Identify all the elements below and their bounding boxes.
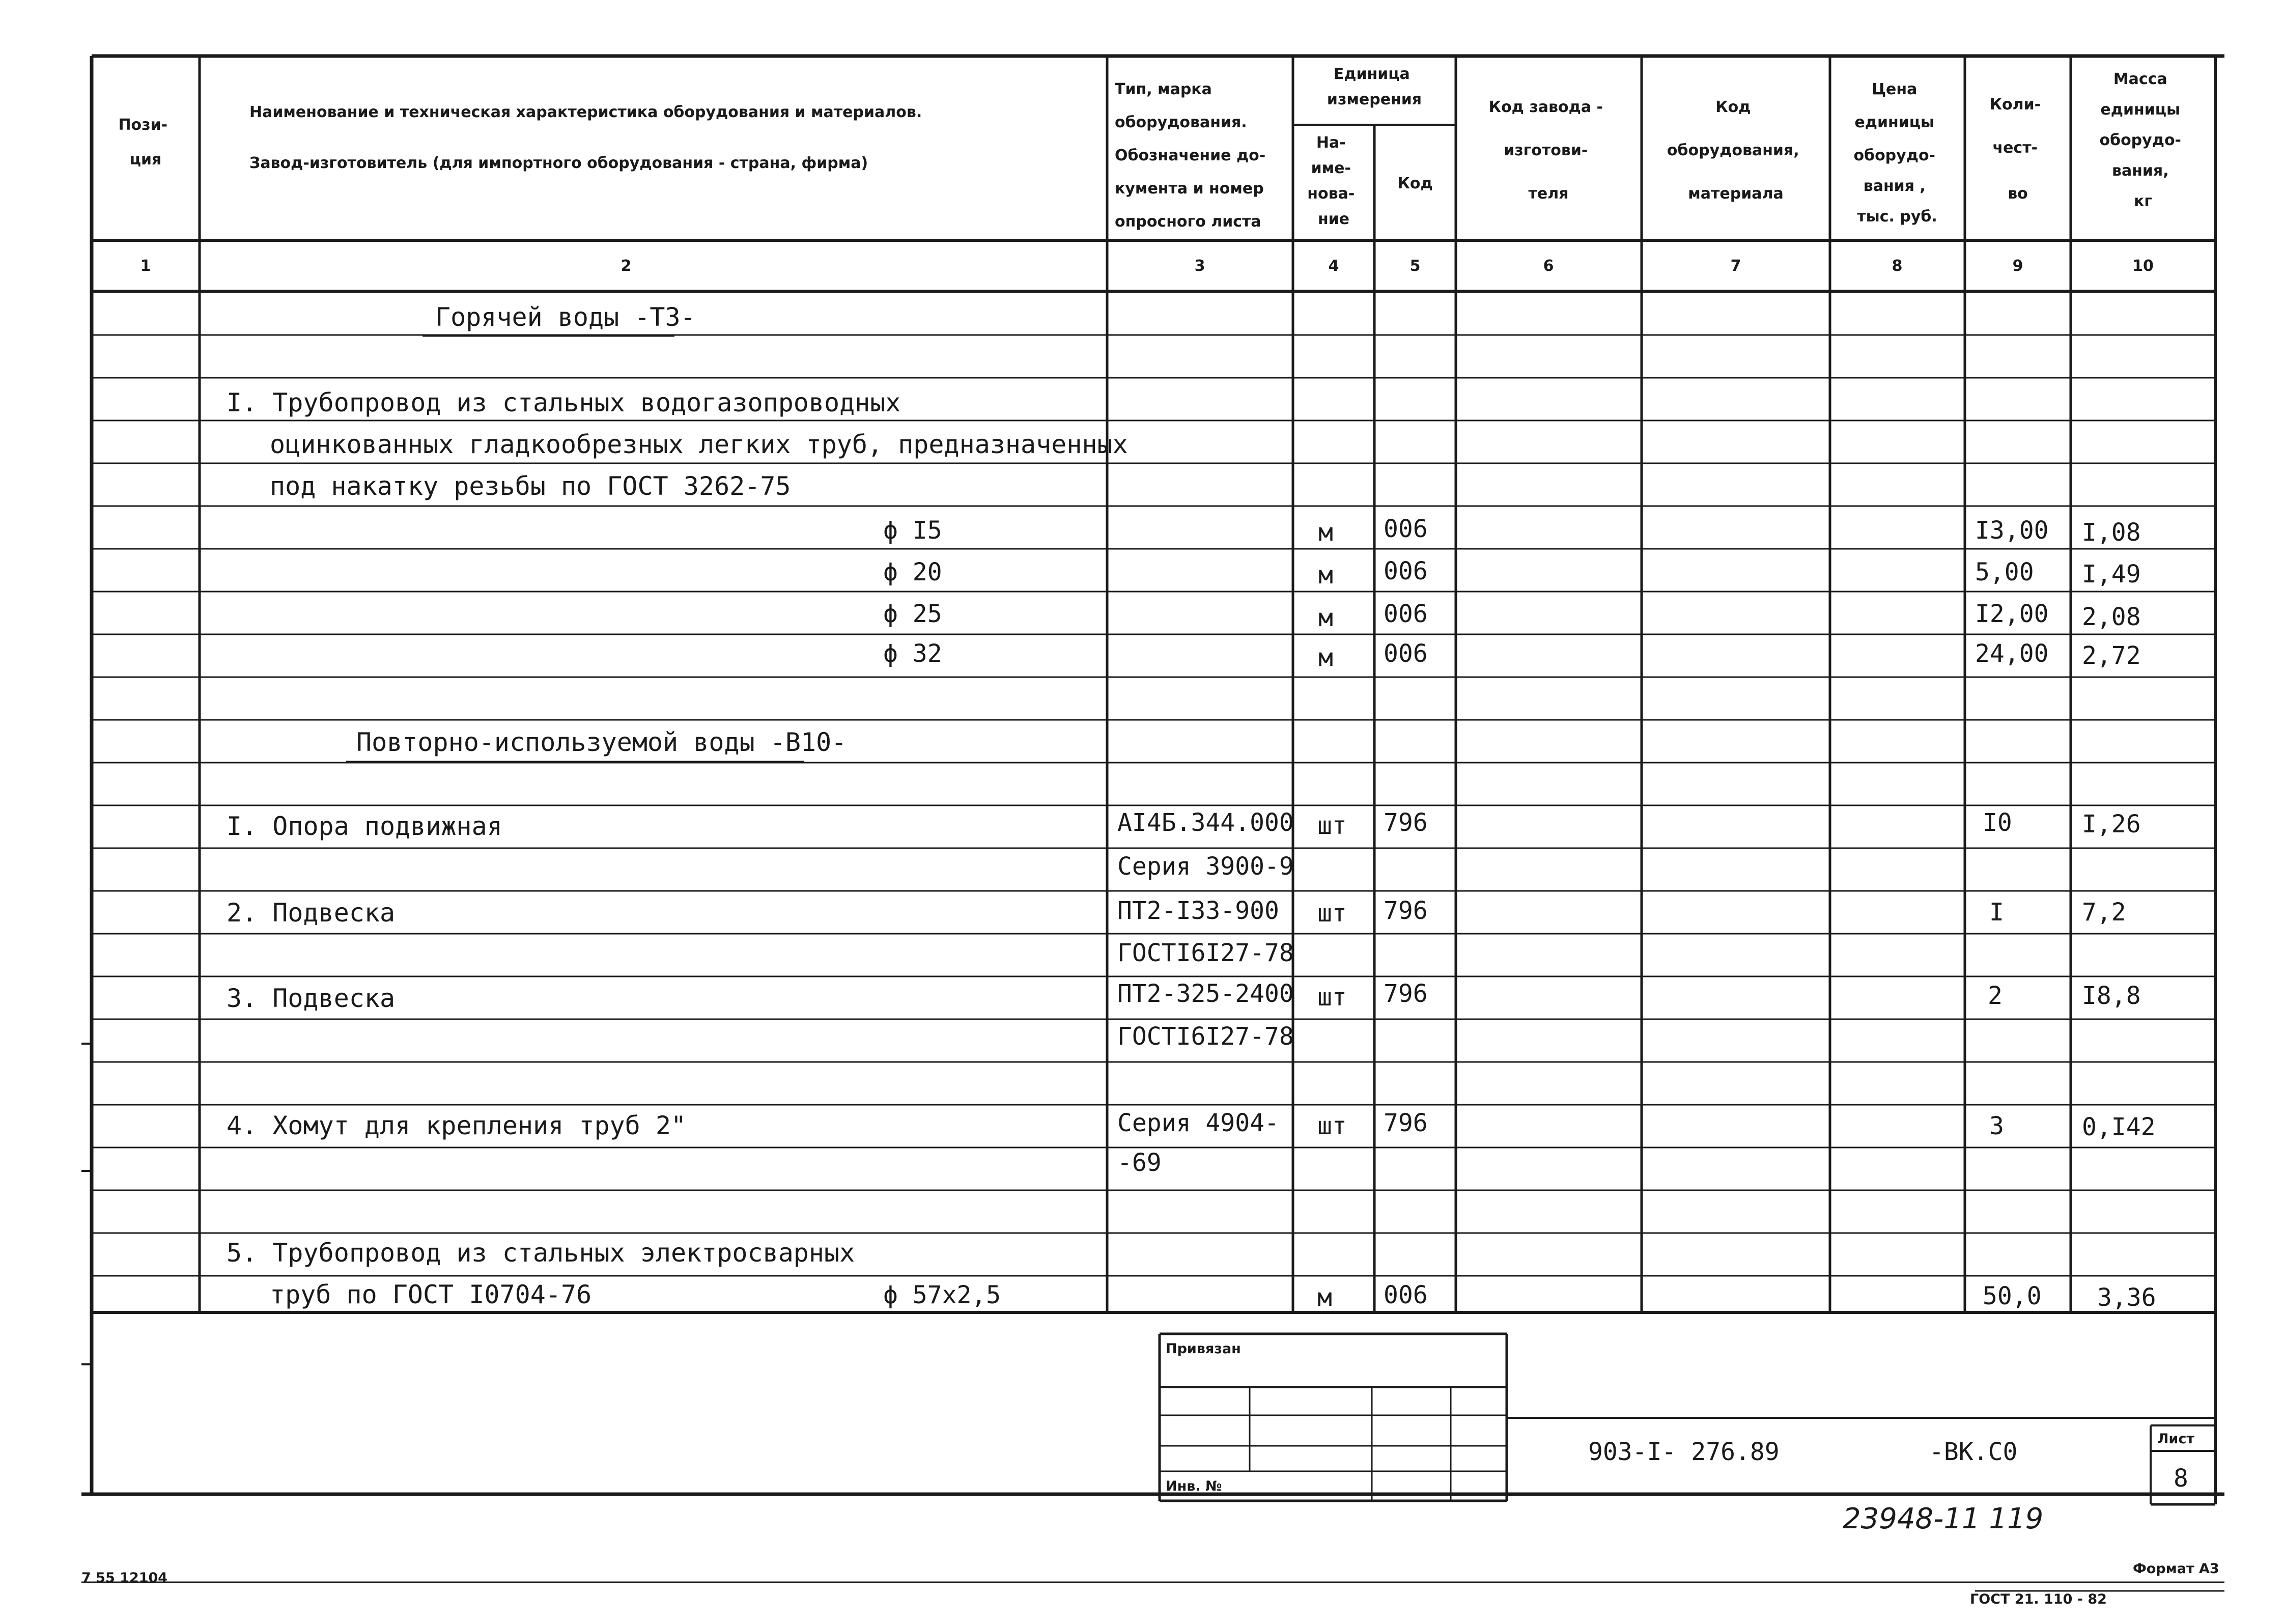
quantity: 2 [1988, 982, 2003, 1010]
table-body [227, 302, 2156, 1312]
item-type: ГОСТI6I27-78 [1117, 1022, 1294, 1051]
column-number: 2 [621, 257, 632, 275]
title-block [1160, 1334, 2215, 1504]
footer-left-code: 7 55 12104 [81, 1570, 168, 1586]
document-suffix: -ВК.С0 [1929, 1438, 2018, 1466]
column-number: 5 [1409, 257, 1421, 275]
pipe-title-line: I. Трубопровод из стальных водогазопроводных [227, 388, 901, 417]
footer-format: Формат А3 [2133, 1561, 2219, 1577]
item-name: труб по ГОСТ I0704-76 [270, 1280, 592, 1309]
column-number: 3 [1194, 257, 1205, 275]
unit-name: м [1317, 1283, 1332, 1312]
header-price: Цена единицы оборудо- вания , тыс. руб. [1853, 80, 1937, 226]
mass: 3,36 [2097, 1283, 2156, 1312]
table-row [227, 1109, 2156, 1177]
stamp-linked-label: Привязан [1166, 1341, 1241, 1357]
column-number: 6 [1543, 257, 1554, 275]
header-position: Пози- ция [118, 116, 168, 169]
unit-name: шт [1317, 899, 1347, 928]
handwritten-archive-number: 23948-11 119 [1843, 1502, 2044, 1535]
section-heading-reused-water: Повторно-используемой воды -В10- [356, 727, 847, 757]
mass: I8,8 [2082, 982, 2141, 1010]
unit-code: 006 [1384, 639, 1428, 668]
column-numbers [140, 257, 2154, 275]
unit-name: шт [1317, 811, 1347, 840]
pipe-title-line: оцинкованных гладкообрезных легких труб, предназначенных [270, 430, 1128, 459]
item-type: ГОСТI6I27-78 [1117, 939, 1294, 967]
header-mass: Масса единицы оборудо- вания, кг [2099, 70, 2182, 210]
column-number: 1 [140, 257, 151, 275]
header-unit-code: Код [1397, 175, 1433, 192]
unit-code: 796 [1384, 1109, 1428, 1137]
unit-code: 006 [1384, 515, 1428, 543]
table-row [883, 557, 2141, 590]
quantity: I [1989, 898, 2004, 927]
quantity: 24,00 [1975, 639, 2049, 668]
pipe-diameter: ϕ 57x2,5 [883, 1281, 1001, 1309]
pipe-diameter: ϕ 25 [883, 600, 942, 628]
sheet-number: 8 [2174, 1464, 2188, 1493]
pipe-diameter: ϕ I5 [883, 516, 942, 545]
mass: 2,08 [2082, 603, 2141, 631]
sheet-label: Лист [2157, 1431, 2194, 1447]
unit-name: м [1318, 643, 1333, 672]
header-equipment-code: Код оборудования, материала [1667, 98, 1799, 203]
pipe-diameter: ϕ 20 [883, 558, 942, 586]
unit-code: 006 [1384, 1281, 1428, 1309]
footer-standard: ГОСТ 21. 110 - 82 [1970, 1591, 2107, 1607]
section-heading-hot-water: Горячей воды -Т3- [435, 302, 696, 332]
header-name: Наименование и техническая характеристика оборудования и материалов. Завод-изготовитель (для импортного оборудования - страна, фирма) [249, 103, 922, 172]
item-type: Серия 4904- [1117, 1109, 1279, 1137]
unit-name: м [1318, 561, 1333, 590]
item-type: -69 [1117, 1149, 1162, 1177]
column-number: 4 [1328, 257, 1339, 275]
table-row [883, 600, 2141, 632]
column-number: 9 [2012, 257, 2023, 275]
item-name: 4. Хомут для крепления труб 2" [227, 1111, 687, 1140]
mass: 2,72 [2082, 641, 2141, 670]
table-row [883, 515, 2141, 547]
unit-code: 006 [1384, 557, 1428, 585]
item-type: ПТ2-I33-900 [1117, 897, 1279, 925]
quantity: I0 [1983, 808, 2012, 837]
item-name: 2. Подвеска [227, 898, 396, 928]
quantity: 3 [1989, 1112, 2004, 1140]
document-code: 903-I- 276.89 [1588, 1438, 1780, 1466]
unit-name: шт [1317, 983, 1347, 1012]
header-plant-code: Код завода - изготови- теля [1488, 98, 1603, 203]
pipe-title-line: под накатку резьбы по ГОСТ 3262-75 [270, 471, 791, 501]
column-number: 10 [2132, 257, 2154, 275]
header-quantity: Коли- чест- во [1989, 96, 2041, 203]
column-number: 8 [1892, 257, 1903, 275]
header-type: Тип, марка оборудования. Обозначение до- кумента и номер опросного листа [1115, 80, 1266, 231]
mass: I,08 [2082, 518, 2141, 547]
item-name: I. Опора подвижная [227, 811, 502, 841]
table-row [227, 979, 2141, 1051]
stamp-inventory-label: Инв. № [1166, 1478, 1222, 1494]
table-row [227, 808, 2141, 881]
column-number: 7 [1730, 257, 1741, 275]
quantity: I2,00 [1975, 600, 2049, 628]
unit-code: 006 [1384, 600, 1428, 628]
item-type: Серия 3900-9 [1117, 852, 1294, 881]
unit-name: м [1318, 518, 1333, 547]
mass: I,49 [2082, 560, 2141, 589]
quantity: I3,00 [1975, 516, 2049, 545]
item-name: 3. Подвеска [227, 984, 396, 1013]
unit-code: 796 [1384, 979, 1428, 1008]
pipe-diameter: ϕ 32 [883, 639, 942, 668]
unit-name: шт [1317, 1112, 1347, 1140]
header-unit-group: Единица измерения [1327, 65, 1422, 108]
item-name: 5. Трубопровод из стальных электросварных [227, 1238, 855, 1268]
table-header [118, 65, 2186, 231]
unit-code: 796 [1384, 808, 1428, 837]
item-type: AI4Б.344.000 [1117, 808, 1294, 837]
unit-name: м [1318, 604, 1333, 632]
item-type: ПТ2-325-2400 [1117, 979, 1294, 1008]
mass: 0,I42 [2082, 1113, 2156, 1141]
header-unit-name: На- име- нова- ние [1307, 134, 1355, 228]
quantity: 50,0 [1983, 1282, 2042, 1310]
table-row [883, 639, 2141, 672]
quantity: 5,00 [1975, 558, 2034, 586]
mass: I,26 [2082, 810, 2141, 838]
unit-code: 796 [1384, 897, 1428, 925]
table-row [227, 897, 2126, 967]
mass: 7,2 [2082, 898, 2126, 927]
